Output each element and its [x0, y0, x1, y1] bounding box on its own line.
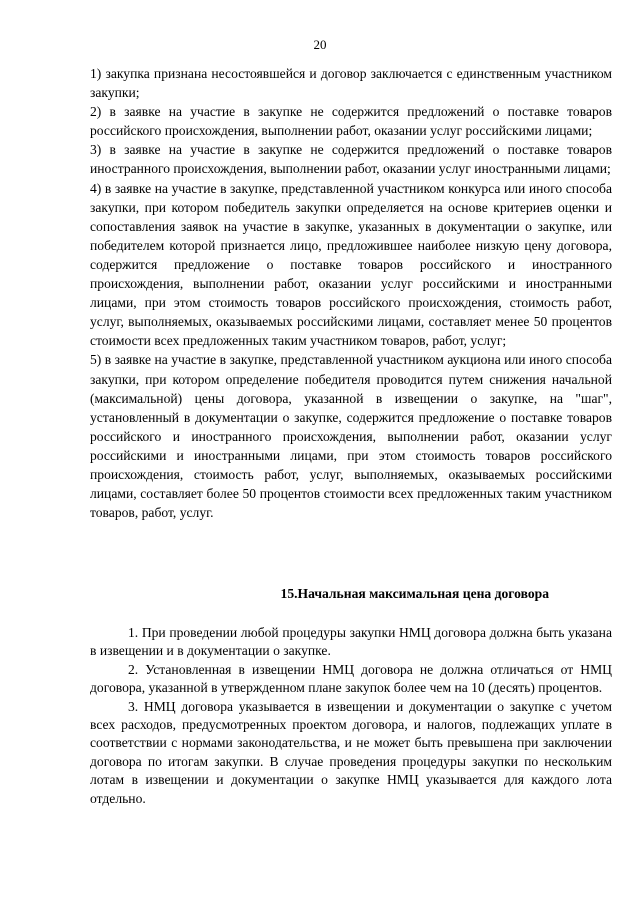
- paragraph: 3. НМЦ договора указывается в извещении и документации о закупке с учетом всех расходов, предусмотренных проектом договора, и налогов, подлежащих уплате в соответствии с нормами законодательства, и не может быть превышена при заключении договора по итогам закупки. В случае проведения процедуры закупки по нескольким лотам в извещении и документации о закупке НМЦ указывается для каждого лота отдельно.: [90, 698, 612, 806]
- paragraph: 2. Установленная в извещении НМЦ договора не должна отличаться от НМЦ договора, указанной в утвержденном плане закупок более чем на 10 (десять) процентов.: [90, 661, 612, 696]
- list-item: 2) в заявке на участие в закупке не содержится предложений о поставке товаров российского происхождения, выполнении работ, оказании услуг российскими лицами;: [90, 104, 612, 139]
- section-body: [90, 624, 612, 808]
- conditions-list: [90, 64, 612, 522]
- paragraph: 1. При проведении любой процедуры закупки НМЦ договора должна быть указана в извещении и в документации о закупке.: [90, 625, 612, 659]
- page-number: 20: [313, 37, 327, 52]
- list-item: 1) закупка признана несостоявшейся и договор заключается с единственным участником закупки;: [90, 66, 612, 101]
- section-heading: 15.Начальная максимальная цена договора: [280, 586, 549, 601]
- list-item: 5) в заявке на участие в закупке, представленной участником аукциона или иного способа закупки, при котором определение победителя проводится путем снижения начальной (максимальной) цены договора, указанной в извещении о закупке, на "шаг", установленный в документации о закупке, содержится предложение о поставке товаров российского и иностранного происхождения, выполнении работ, оказании услуг российскими и иностранными лицами, при этом стоимость товаров российского происхождения, стоимость работ, услуг, выполняемых, оказываемых российскими лицами, составляет более 50 процентов стоимости всех предложенных таким участником товаров, работ, услуг.: [90, 352, 612, 521]
- list-item: 4) в заявке на участие в закупке, представленной участником конкурса или иного способа закупки, при котором победитель закупки определяется на основе критериев оценки и сопоставления заявок на участие в закупке, указанных в документации о закупке, или победителем которой признается лицо, предложившее наиболее низкую цену договора, содержится предложение о поставке товаров российского и иностранного происхождения, выполнении работ, оказании услуг российскими и иностранными лицами, при этом стоимость товаров российского происхождения, стоимость работ, услуг, выполняемых, оказываемых российскими лицами, составляет менее 50 процентов стоимости всех предложенных таким участником товаров, работ, услуг;: [90, 180, 612, 349]
- list-item: 3) в заявке на участие в закупке не содержится предложений о поставке товаров иностранного происхождения, выполнении работ, оказании услуг иностранными лицами;: [90, 142, 612, 177]
